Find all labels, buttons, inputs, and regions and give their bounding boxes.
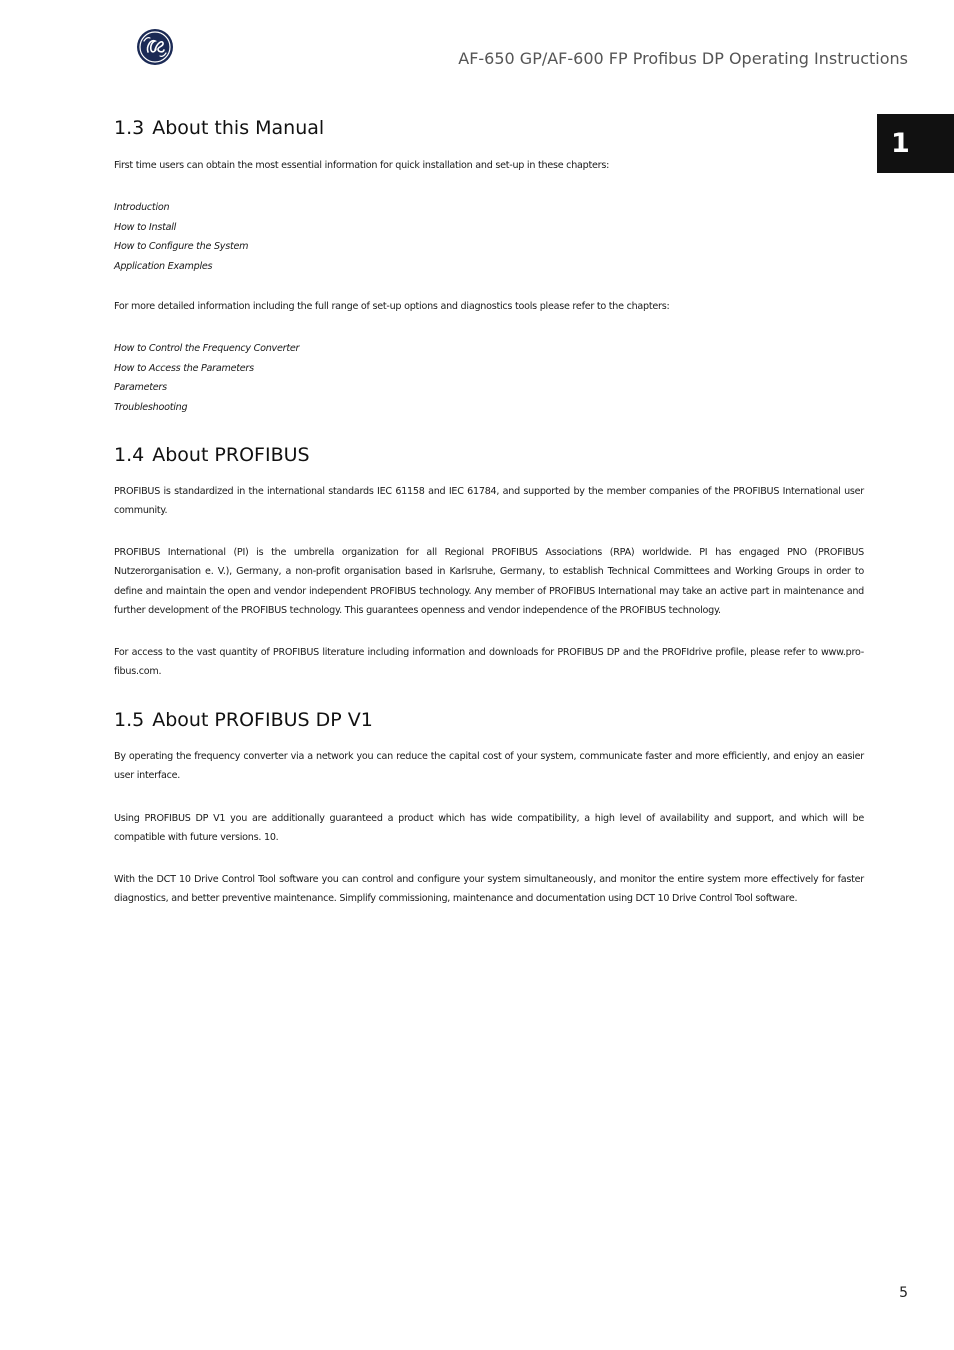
paragraph: PROFIBUS International (PI) is the umbrella organization for all Regional PROFIBUS Associations (RPA) worldwide. PI has engaged PNO (PROFIBUS Nutzerorganisation e. V.), Germany, a non-profit organisation based in Karlsruhe, Germany, to establish Technical Committees and Working Groups in order to define and maintain the open and vendor independent PROFIBUS technology. Any member of PROFIBUS International may take an active part in maintenance and further development of the PROFIBUS technology. This guarantees openness and vendor independence of the PROFIBUS technology. xyxy=(114,547,864,616)
paragraph: First time users can obtain the most essential information for quick installation and set-up in these chapters: xyxy=(114,160,610,171)
paragraph: With the DCT 10 Drive Control Tool software you can control and configure your system simultaneously, and monitor the entire system more effectively for faster diagnostics, and better preventive maintenance. Simplify commissioning, maintenance and documentation using DCT 10 Drive Control Tool software. xyxy=(114,874,864,905)
section-title: About PROFIBUS xyxy=(152,444,310,466)
section-number: 1.4 xyxy=(114,444,145,466)
page-number: 5 xyxy=(899,1285,908,1301)
chapter-tab: 1 xyxy=(877,114,954,173)
essential-chapters-list xyxy=(114,198,514,276)
section-heading-about-profibus xyxy=(114,444,310,466)
list-item: How to Control the Frequency Converter xyxy=(114,343,300,354)
section-heading-about-this-manual xyxy=(114,117,324,139)
section-heading-about-profibus-dp-v1 xyxy=(114,709,373,731)
paragraph: By operating the frequency converter via a network you can reduce the capital cost of your system, communicate faster and more efficiently, and enjoy an easier user interface. xyxy=(114,751,864,782)
list-item: How to Install xyxy=(114,221,177,233)
document-title: AF-650 GP/AF-600 FP Profibus DP Operating Instructions xyxy=(458,49,908,68)
list-item: Parameters xyxy=(114,382,167,393)
list-item: Application Examples xyxy=(114,260,213,272)
section-number: 1.5 xyxy=(114,709,145,731)
list-item: Introduction xyxy=(114,202,170,213)
paragraph: For access to the vast quantity of PROFIBUS literature including information and downloads for PROFIBUS DP and the PROFIdrive profile, please refer to www.pro-fibus.com. xyxy=(114,647,864,678)
paragraph: PROFIBUS is standardized in the international standards IEC 61158 and IEC 61784, and supported by the member companies of the PROFIBUS International user community. xyxy=(114,486,864,517)
paragraph: For more detailed information including the full range of set-up options and diagnostics tools please refer to the chapters: xyxy=(114,301,670,312)
ge-logo-icon xyxy=(136,28,174,66)
ge-logo xyxy=(136,28,174,66)
section-title: About this Manual xyxy=(152,117,325,139)
list-item: How to Access the Parameters xyxy=(114,362,254,374)
list-item: How to Configure the System xyxy=(114,241,249,252)
list-item: Troubleshooting xyxy=(114,401,188,413)
section-number: 1.3 xyxy=(114,117,145,139)
paragraph: Using PROFIBUS DP V1 you are additionally guaranteed a product which has wide compatibility, a high level of availability and support, and which will be compatible with future versions. 10. xyxy=(114,813,864,844)
detailed-chapters-list xyxy=(114,339,514,417)
section-title: About PROFIBUS DP V1 xyxy=(152,709,373,731)
